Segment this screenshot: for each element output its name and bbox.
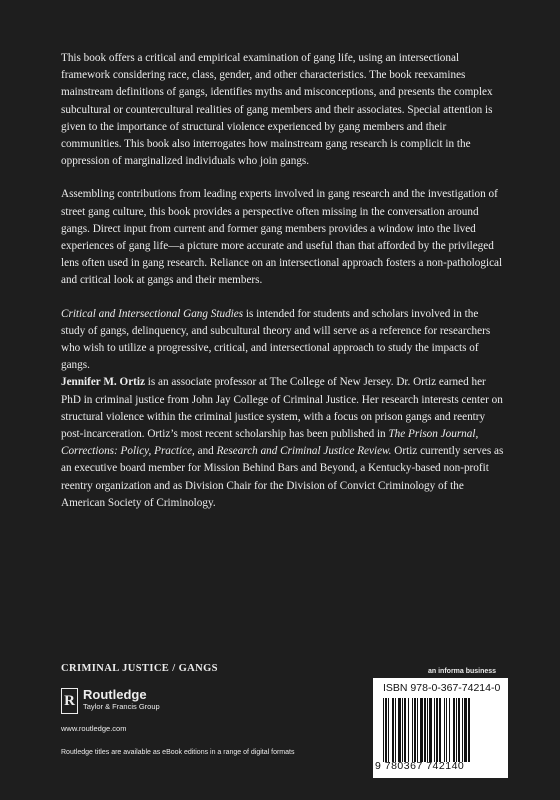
barcode-bars (381, 698, 503, 762)
routledge-logo-icon: R (61, 688, 78, 714)
author-bio-text-2: Ortiz currently serves as an executive board member for Mission Behind Bars and Beyond, a Kentucky-based non-profit reentry organization and as Division Chair for the Division of Convict Criminology of the American Society of Criminology. (61, 445, 504, 509)
blurb-paragraph-2: Assembling contributions from leading experts involved in gang research and the investigation of street gang culture, this book provides a perspective often missing in the conversation around gangs. Direct input from current and former gang members provides a window into the lived experiences of gang life—a picture more accurate and useful than that afforded by the privileged lens often used in gang research. Reliance on an intersectional approach fosters a non-pathological and critical look at gangs and their members. (61, 188, 503, 287)
ebook-note: Routledge titles are available as eBook editions in a range of digital formats (61, 749, 295, 756)
journal-list-2: Research and Criminal Justice Review. (216, 445, 392, 458)
isbn-label: ISBN 978-0-367-74214-0 (383, 682, 501, 694)
publisher-group: Taylor & Francis Group (83, 702, 160, 711)
publisher-logo (61, 688, 160, 714)
blurb-paragraph-3-text: is intended for students and scholars involved in the study of gangs, delinquency, and subcultural theory and will serve as a reference for researchers who wish to utilize a progressive, critical, and intersectional approach to study the impacts of gangs. (61, 307, 491, 372)
author-name: Jennifer M. Ortiz (61, 376, 145, 389)
informa-tagline: an informa business (428, 668, 497, 675)
subject-category: CRIMINAL JUSTICE / GANGS (61, 663, 218, 674)
book-title-italic: Critical and Intersectional Gang Studies (61, 307, 244, 320)
author-bio (61, 374, 504, 512)
journal-list-1: The Prison Journal, Corrections: Policy, Practice, (61, 428, 479, 458)
back-cover-blurb (61, 50, 504, 512)
publisher-website[interactable]: www.routledge.com (61, 724, 127, 733)
author-bio-text-1: is an associate professor at The College of New Jersey. Dr. Ortiz earned her PhD in criminal justice from John Jay College of Criminal Justice. Her research interests center on structural violence within the criminal justice system, with a focus on prison gangs and reentry post-incarceration. Ortiz’s most recent scholarship has been published in (61, 376, 503, 441)
isbn-barcode (373, 678, 508, 778)
blurb-paragraph-3 (61, 306, 504, 375)
blurb-paragraph-1: This book offers a critical and empirical examination of gang life, using an intersectional framework considering race, class, gender, and other characteristics. The book reexamines mainstream definitions of gangs, identifies myths and misconceptions, and presents the complex subcultural or countercultural realities of gang members and their associates. Special attention is given to the importance of structural violence experienced by gang members and their communities. This book also interrogates how mainstream gang research is complicit in the oppression of marginalized individuals who join gangs. (61, 52, 493, 168)
publisher-name: Routledge (83, 687, 147, 702)
author-bio-and: and (194, 445, 217, 458)
barcode-digits: 9 780367 742140 (375, 760, 465, 772)
